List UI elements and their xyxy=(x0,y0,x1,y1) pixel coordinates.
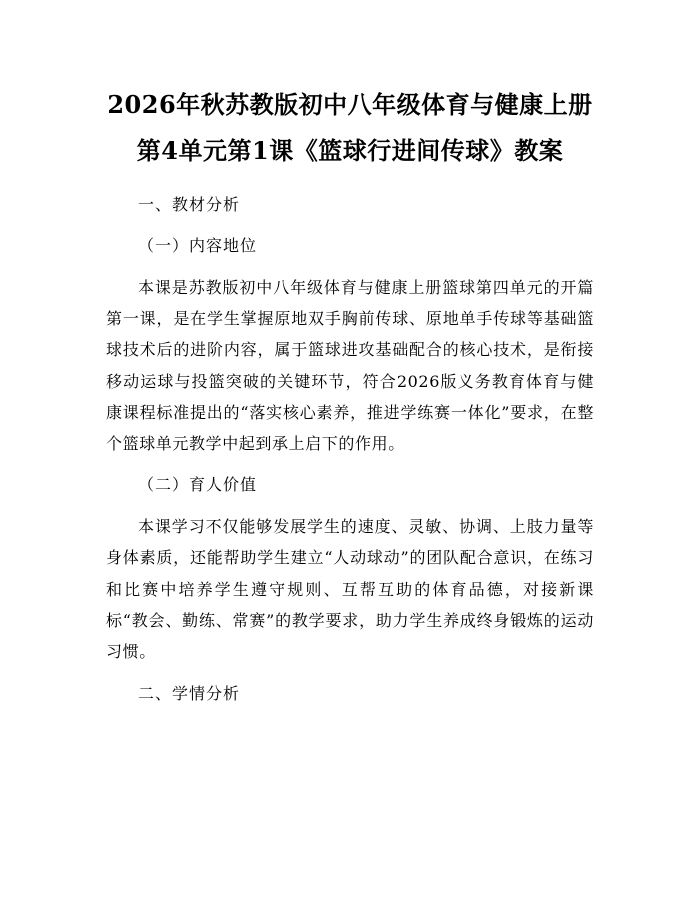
section-heading-learner-analysis: 二、学情分析 xyxy=(138,684,241,704)
document-title-line1: 2026年秋苏教版初中八年级体育与健康上册 xyxy=(107,90,593,119)
subsection-heading-educational-value: （二）育人价值 xyxy=(138,475,258,495)
subsection-heading-content-position: （一）内容地位 xyxy=(138,236,258,255)
document-title-line2: 第4单元第1课《篮球行进间传球》教案 xyxy=(136,136,564,165)
paragraph-educational-value: 本课学习不仅能够发展学生的速度、灵敏、协调、上肢力量等身体素质，还能帮助学生建立“人动球动”的团队配合意识，在练习和比赛中培养学生遵守规则、互帮互助的体育品德，对接新课标“教会、勤练、常赛”的教学要求，助力学生养成终身锻炼的运动习惯。 xyxy=(106,517,594,662)
document-body xyxy=(106,190,594,709)
section-heading-textbook-analysis: 一、教材分析 xyxy=(138,195,241,214)
paragraph-content-position: 本课是苏教版初中八年级体育与健康上册篮球第四单元的开篇第一课，是在学生掌握原地双手胸前传球、原地单手传球等基础篮球技术后的进阶内容，属于篮球进攻基础配合的核心技术，是衔接移动运球与投篮突破的关键环节，符合2026版义务教育体育与健康课程标准提出的“落实核心素养，推进学练赛一体化”要求，在整个篮球单元教学中起到承上启下的作用。 xyxy=(106,278,594,454)
